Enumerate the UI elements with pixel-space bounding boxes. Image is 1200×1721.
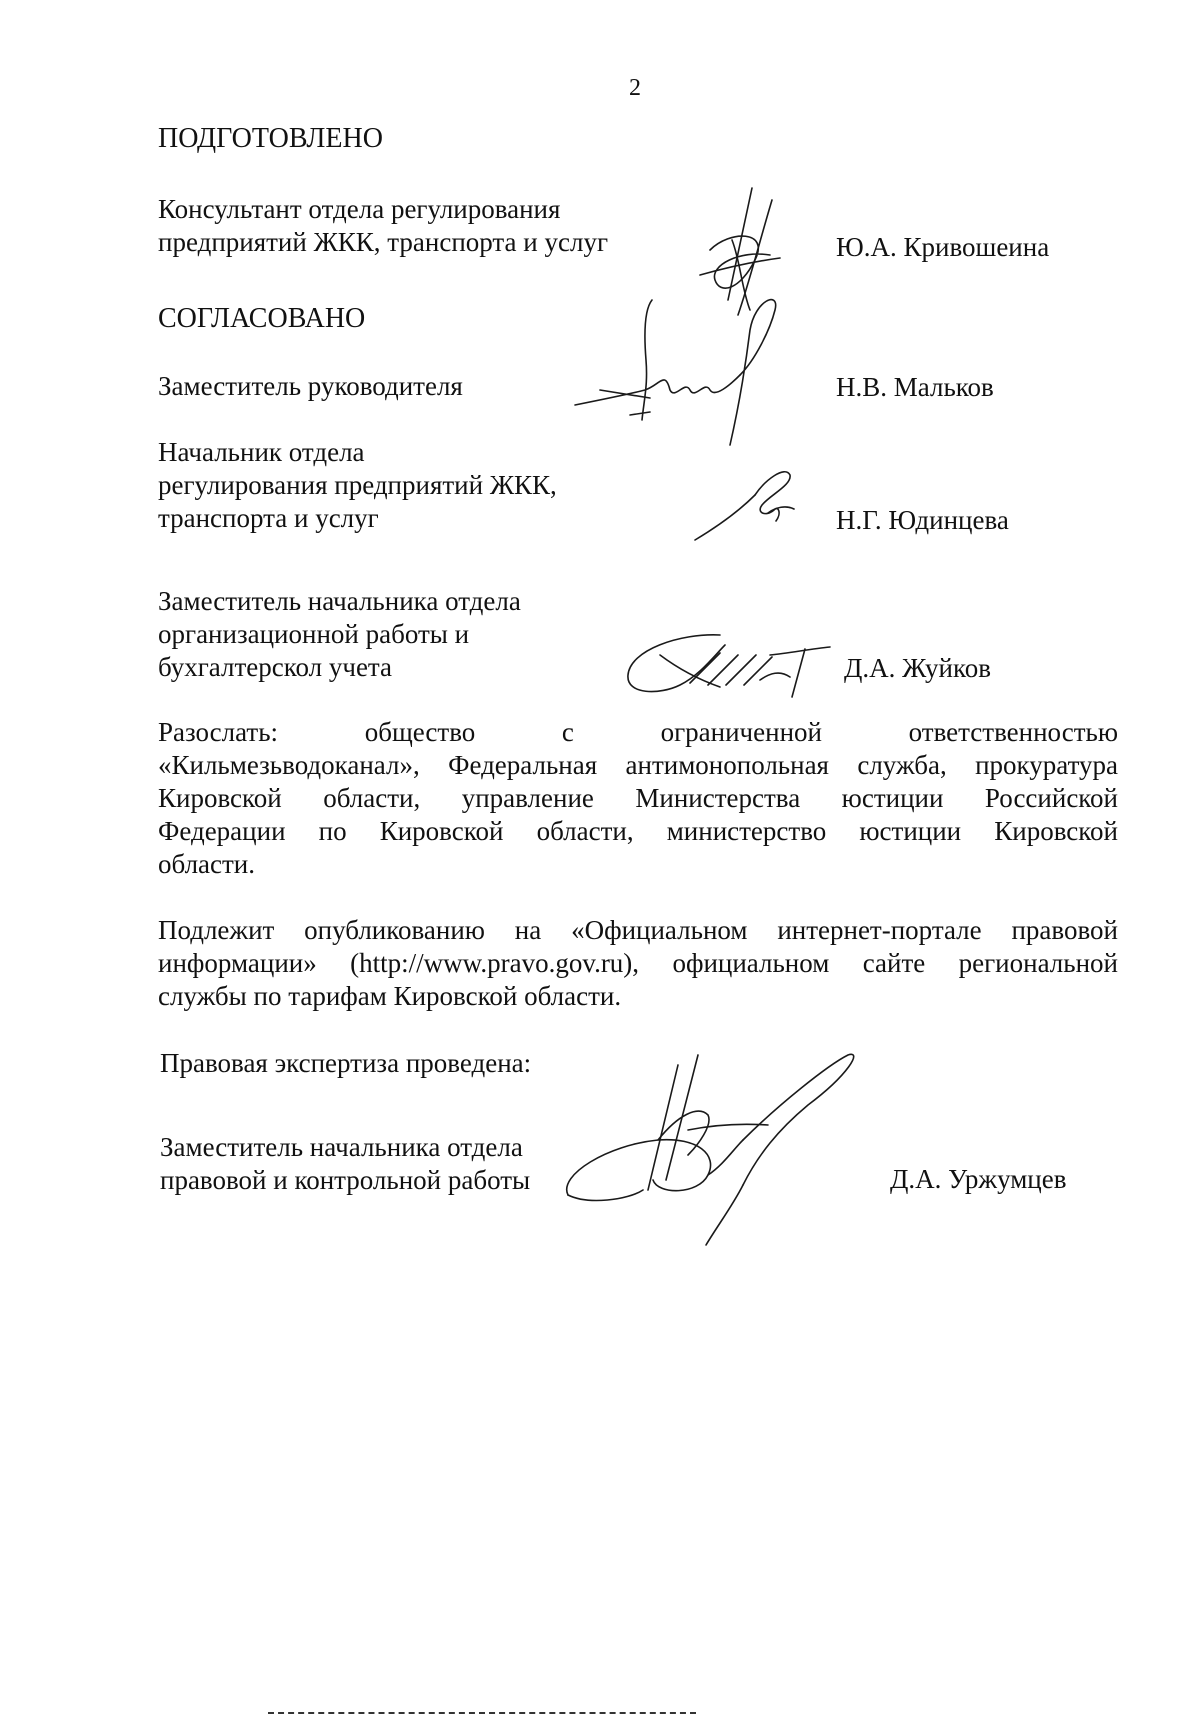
agreed-position-line: бухгалтерскол учета [158,652,393,682]
prepared-heading: ПОДГОТОВЛЕНО [158,123,383,154]
distribution-line: Кировской области, управление Министерства юстиции Российской [158,783,1118,813]
prepared-position-line: Консультант отдела регулирования [158,194,561,224]
agreed-position-line: организационной работы и [158,619,470,649]
signature-zhuykov-icon [620,625,840,705]
legal-review-heading [160,1047,531,1080]
footer-divider [268,1712,696,1714]
agreed-position-3 [158,585,521,684]
page-number: 2 [629,75,641,101]
publication-line: информации» (http://www.pravo.gov.ru), официальном сайте региональной [158,948,1118,978]
distribution-line: «Кильмезьводоканал», Федеральная антимонопольная служба, прокуратура [158,750,1118,780]
agreed-name-1: Н.В. Мальков [836,372,994,402]
agreed-position-line: Заместитель начальника отдела [158,586,521,616]
agreed-name-2: Н.Г. Юдинцева [836,505,1009,535]
legal-review-heading-text: Правовая экспертиза проведена: [160,1048,532,1078]
agreed-position-2 [158,436,557,535]
distribution-line: Федерации по Кировской области, министерство юстиции Кировской [158,816,1118,846]
agreed-position-line: транспорта и услуг [158,503,379,533]
prepared-position [158,193,608,259]
signature-malkov-icon [570,290,820,450]
legal-review-name: Д.А. Уржумцев [890,1164,1067,1194]
signature-urzhumtsev-icon [548,1045,868,1245]
legal-review-position-line: Заместитель начальника отдела [160,1132,523,1162]
agreed-heading: СОГЛАСОВАНО [158,303,366,334]
agreed-position-line: Начальник отдела [158,437,365,467]
agreed-position-line: Заместитель руководителя [158,371,463,401]
publication-paragraph [158,914,1118,1013]
signature-yudintseva-icon [690,455,800,545]
prepared-name: Ю.А. Кривошеина [836,232,1050,262]
publication-line: Подлежит опубликованию на «Официальном интернет-портале правовой [158,915,1118,945]
prepared-position-line: предприятий ЖКК, транспорта и услуг [158,227,609,257]
distribution-paragraph [158,716,1118,881]
legal-review-position-line: правовой и контрольной работы [160,1165,531,1195]
agreed-name-3: Д.А. Жуйков [844,653,991,683]
agreed-position-line: регулирования предприятий ЖКК, [158,470,557,500]
legal-review-position [160,1131,530,1197]
publication-line: службы по тарифам Кировской области. [158,981,622,1011]
agreed-position-1 [158,370,463,403]
distribution-line: Разослать: общество с ограниченной ответственностью [158,717,1118,747]
distribution-line: области. [158,849,256,879]
